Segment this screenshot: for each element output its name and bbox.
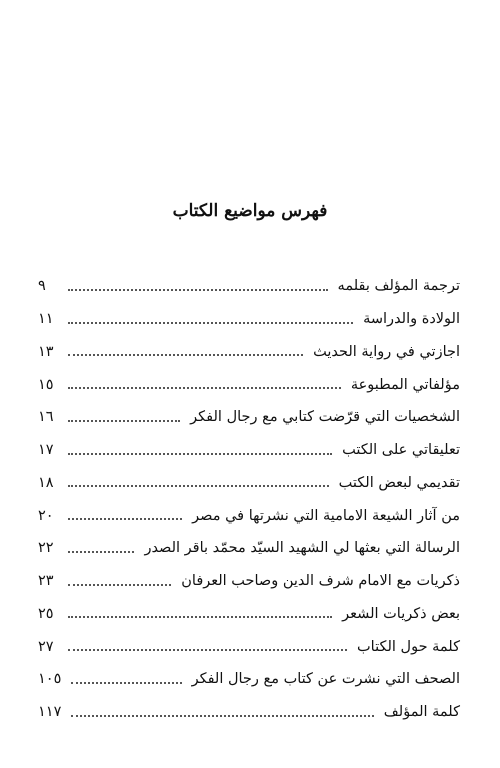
toc-entry [38, 689, 460, 722]
toc-entry-page-number: ١٧ [38, 442, 54, 459]
toc-entry-label: ذكريات مع الامام شرف الدين وصاحب العرفان [181, 573, 460, 590]
toc-entry [38, 591, 460, 624]
toc-entry [38, 427, 460, 460]
dot-leader [68, 649, 347, 651]
toc-entry-page-number: ١١ [38, 311, 54, 328]
dot-leader [68, 420, 180, 422]
toc-entry-label: كلمة المؤلف [383, 704, 460, 721]
toc-entry-page-number: ٢٥ [38, 605, 54, 622]
toc-entry-page-number: ١٥ [38, 376, 54, 393]
toc-entry-label: بعض ذكريات الشعر [342, 605, 460, 622]
toc-entry-label: تقديمي لبعض الكتب [338, 474, 460, 491]
toc-entry-label: من آثار الشيعة الامامية التي نشرتها في مصر [192, 507, 460, 524]
dot-leader [68, 584, 171, 586]
table-of-contents [38, 263, 460, 722]
dot-leader [71, 715, 373, 717]
toc-entry [38, 656, 460, 689]
toc-entry-page-number: ١٨ [38, 474, 54, 491]
toc-entry [38, 361, 460, 394]
toc-entry-label: ترجمة المؤلف بقلمه [337, 278, 460, 295]
toc-entry-page-number: ٢٠ [38, 507, 54, 524]
toc-entry [38, 492, 460, 525]
toc-entry [38, 263, 460, 296]
dot-leader [68, 354, 303, 356]
dot-leader [68, 322, 353, 324]
toc-entry-label: تعليقاتي على الكتب [342, 442, 460, 459]
dot-leader [68, 387, 341, 389]
toc-entry [38, 460, 460, 493]
toc-entry [38, 296, 460, 329]
toc-entry [38, 394, 460, 427]
dot-leader [68, 616, 332, 618]
toc-entry [38, 558, 460, 591]
toc-entry-label: اجازتي في رواية الحديث [313, 343, 460, 360]
dot-leader [68, 453, 332, 455]
toc-entry-page-number: ٢٣ [38, 573, 54, 590]
page-title: فهرس مواضيع الكتاب [172, 201, 328, 221]
dot-leader [68, 518, 182, 520]
toc-entry-page-number: ١١٧ [38, 704, 62, 721]
dot-leader [68, 551, 134, 553]
toc-entry-page-number: ١٠٥ [38, 671, 62, 688]
toc-entry-label: مؤلفاتي المطبوعة [350, 376, 460, 393]
toc-entry-label: الصحف التي نشرت عن كتاب مع رجال الفكر [191, 671, 460, 688]
toc-entry-label: الولادة والدراسة [363, 311, 460, 328]
dot-leader [68, 289, 328, 291]
toc-entry [38, 329, 460, 362]
toc-entry [38, 623, 460, 656]
dot-leader [71, 682, 181, 684]
toc-entry-page-number: ٩ [38, 278, 46, 295]
toc-entry-label: الشخصيات التي قرّضت كتابي مع رجال الفكر [190, 409, 460, 426]
toc-entry-page-number: ١٣ [38, 343, 54, 360]
toc-entry-label: كلمة حول الكتاب [357, 638, 460, 655]
toc-entry-label: الرسالة التي بعثها لي الشهيد السيّد محمّد باقر الصدر [144, 540, 460, 557]
toc-entry-page-number: ٢٢ [38, 540, 54, 557]
toc-entry-page-number: ١٦ [38, 409, 54, 426]
toc-entry [38, 525, 460, 558]
toc-entry-page-number: ٢٧ [38, 638, 54, 655]
dot-leader [68, 485, 329, 487]
